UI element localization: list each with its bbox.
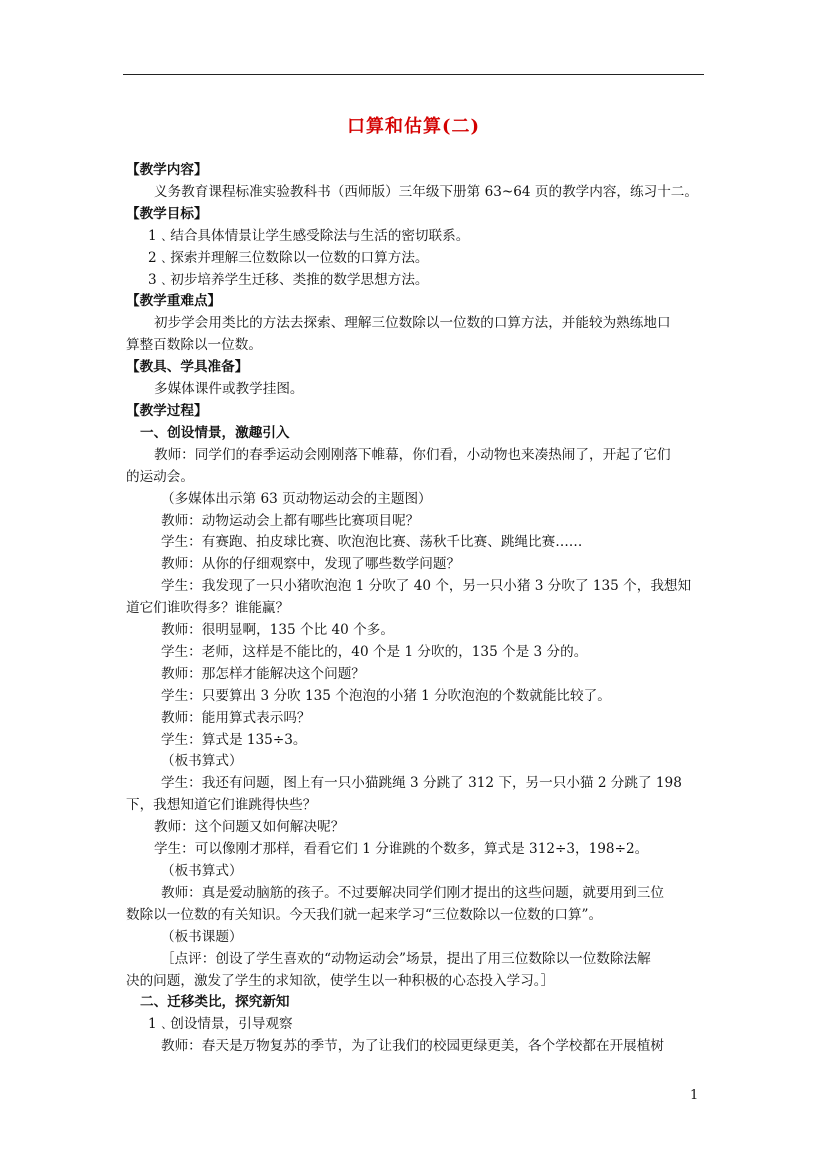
subsection-heading: 二、迁移类比，探究新知 (140, 994, 290, 1011)
text-line: 教师：春天是万物复苏的季节，为了让我们的校园更绿更美，各个学校都在开展植树 (161, 1038, 664, 1055)
text-line: 1﹑结合具体情景让学生感受除法与生活的密切联系。 (148, 227, 470, 244)
section-heading: 【教学过程】 (126, 402, 208, 419)
text-line: ［点评：创设了学生喜欢的“动物运动会”场景，提出了用三位数除以一位数除法解 (161, 950, 651, 967)
text-line: 学生：老师，这样是不能比的，40 个是 1 分吹的，135 个是 3 分的。 (161, 643, 588, 660)
text-line: （板书算式） (161, 863, 243, 879)
text-line: （多媒体出示第 63 页动物运动会的主题图） (161, 490, 432, 507)
text-line: 学生：有赛跑、拍皮球比赛、吹泡泡比赛、荡秋千比赛、跳绳比赛…… (161, 534, 583, 551)
text-line: 决的问题，激发了学生的求知欲，使学生以一种积极的心态投入学习。］ (126, 972, 555, 989)
section-heading: 【教学目标】 (126, 205, 208, 222)
page-number: 1 (690, 1088, 699, 1103)
text-line: 数除以一位数的有关知识。今天我们就一起来学习“三位数除以一位数的口算”。 (126, 906, 603, 923)
text-line: 2﹑探索并理解三位数除以一位数的口算方法。 (148, 249, 429, 266)
subsection-heading: 一、创设情景，激趣引入 (140, 424, 290, 441)
text-line: 3﹑初步培养学生迁移、类推的数学思想方法。 (148, 271, 429, 288)
text-line: 的运动会。 (126, 468, 194, 485)
text-line: 学生：只要算出 3 分吹 135 个泡泡的小猪 1 分吹泡泡的个数就能比较了。 (161, 687, 611, 704)
text-line: 教师：动物运动会上都有哪些比赛项目呢？ (161, 512, 420, 529)
text-line: 义务教育课程标准实验教科书（西师版）三年级下册第 63~64 页的教学内容，练习十二。 (154, 183, 698, 200)
text-line: 道它们谁吹得多？谁能赢？ (126, 600, 290, 617)
text-line: 教师：同学们的春季运动会刚刚落下帷幕，你们看，小动物也来凑热闹了，开起了它们 (154, 446, 671, 463)
text-line: 初步学会用类比的方法去探索、理解三位数除以一位数的口算方法，并能较为熟练地口 (154, 315, 671, 332)
text-line: 教师：真是爱动脑筋的孩子。不过要解决同学们刚才提出的这些问题，就要用到三位 (161, 884, 664, 901)
section-heading: 【教学内容】 (126, 162, 208, 178)
text-line: 学生：算式是 135÷3。 (161, 731, 307, 748)
text-line: 下，我想知道它们谁跳得快些？ (126, 797, 317, 814)
page-title: 口算和估算(二) (346, 116, 481, 137)
text-line: 学生：我发现了一只小猪吹泡泡 1 分吹了 40 个，另一只小猪 3 分吹了 135 个，我想知 (161, 578, 692, 595)
document-body (126, 160, 711, 1058)
text-line: 教师：这个问题又如何解决呢？ (154, 819, 345, 836)
text-line: 教师：那怎样才能解决这个问题？ (161, 665, 365, 682)
section-heading: 【教具、学具准备】 (126, 359, 249, 376)
text-line: 教师：从你的仔细观察中，发现了哪些数学问题？ (161, 556, 461, 573)
section-heading: 【教学重难点】 (126, 293, 222, 310)
text-line: 学生：我还有问题，图上有一只小猫跳绳 3 分跳了 312 下，另一只小猫 2 分跳了 198 (161, 775, 682, 792)
text-line: （板书课题） (161, 928, 243, 945)
text-line: 多媒体课件或教学挂图。 (154, 381, 304, 398)
header-rule (123, 74, 704, 75)
text-line: 算整百数除以一位数。 (126, 337, 262, 354)
text-line: （板书算式） (161, 753, 243, 770)
text-line: 教师：很明显啊，135 个比 40 个多。 (161, 622, 394, 639)
text-line: 1﹑创设情景，引导观察 (148, 1016, 293, 1033)
text-line: 学生：可以像刚才那样，看看它们 1 分谁跳的个数多，算式是 312÷3，198÷2。 (154, 841, 649, 858)
text-line: 教师：能用算式表示吗？ (161, 709, 311, 726)
